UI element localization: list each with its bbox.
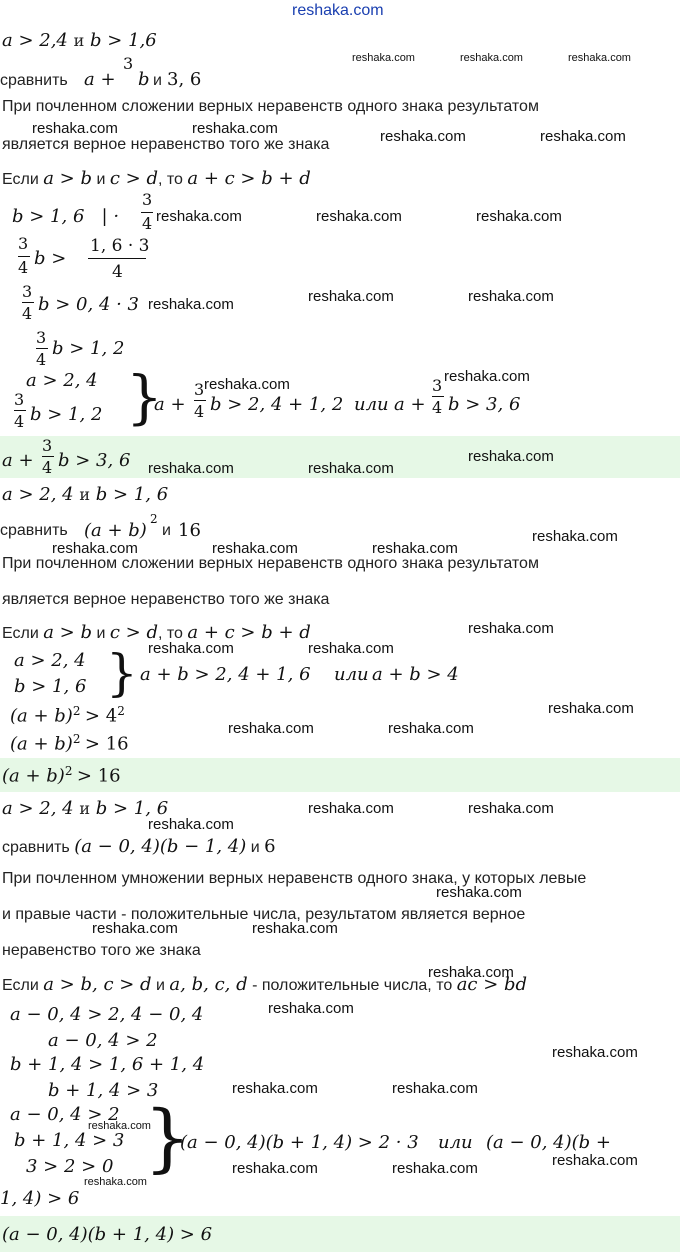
watermark: reshaka.com xyxy=(308,288,394,305)
watermark: reshaka.com xyxy=(148,640,234,657)
watermark: reshaka.com xyxy=(568,52,631,64)
watermark: reshaka.com xyxy=(444,368,530,385)
p3-step-tail: 1, 4) > 6 xyxy=(0,1188,80,1209)
watermark: reshaka.com xyxy=(352,52,415,64)
watermark: reshaka.com xyxy=(548,700,634,717)
watermark: reshaka.com xyxy=(84,1176,147,1188)
watermark: reshaka.com xyxy=(460,52,523,64)
watermark: reshaka.com xyxy=(308,640,394,657)
p1-given: a > 2,4 и b > 1,6 xyxy=(2,30,157,51)
watermark: reshaka.com xyxy=(52,540,138,557)
p2-if-rule: Если a > b и c > d, то a + c > b + d xyxy=(2,622,311,643)
p3-step4: b + 1, 4 > 3 xyxy=(48,1080,159,1101)
watermark: reshaka.com xyxy=(372,540,458,557)
p3-step1: a − 0, 4 > 2, 4 − 0, 4 xyxy=(10,1004,204,1025)
watermark: reshaka.com xyxy=(392,1080,478,1097)
watermark: reshaka.com xyxy=(88,1120,151,1132)
p2-rule-line1: При почленном сложении верных неравенств одного знака результатом xyxy=(2,555,539,572)
p1-rule-line2: является верное неравенство того же знака xyxy=(2,136,330,153)
site-title[interactable]: reshaka.com xyxy=(292,2,384,19)
watermark: reshaka.com xyxy=(204,376,290,393)
watermark: reshaka.com xyxy=(428,964,514,981)
watermark: reshaka.com xyxy=(468,288,554,305)
p3-if-rule: Если a > b, c > d и a, b, c, d - положительные числа, то ac > bd xyxy=(2,974,528,995)
p2-system: a > 2, 4 b > 1, 6 } a + b > 2, 4 + 1, 6 или a + b > 4 xyxy=(14,644,459,702)
p3-step3: b + 1, 4 > 1, 6 + 1, 4 xyxy=(10,1054,205,1075)
watermark: reshaka.com xyxy=(436,884,522,901)
p1-system: a > 2, 4 3 4 b > 1, 2 } a + 3 4 b > 2, 4 + 1, 2 или a + 3 4 b > 3, 6 xyxy=(14,363,521,431)
watermark: reshaka.com xyxy=(192,120,278,137)
watermark: reshaka.com xyxy=(552,1152,638,1169)
watermark: reshaka.com xyxy=(148,296,234,313)
watermark: reshaka.com xyxy=(252,920,338,937)
watermark: reshaka.com xyxy=(468,620,554,637)
watermark: reshaka.com xyxy=(92,920,178,937)
watermark: reshaka.com xyxy=(148,816,234,833)
watermark: reshaka.com xyxy=(212,540,298,557)
watermark: reshaka.com xyxy=(232,1160,318,1177)
p2-given: a > 2, 4 и b > 1, 6 xyxy=(2,484,169,505)
watermark: reshaka.com xyxy=(316,208,402,225)
watermark: reshaka.com xyxy=(308,460,394,477)
watermark: reshaka.com xyxy=(388,720,474,737)
p3-rule-line2: и правые части - положительные числа, результатом является верное xyxy=(2,906,526,923)
watermark: reshaka.com xyxy=(308,800,394,817)
p2-rule-line2: является верное неравенство того же знака xyxy=(2,591,330,608)
p2-answer: $(a + b)^2 > 16$ xyxy=(2,764,121,787)
watermark: reshaka.com xyxy=(392,1160,478,1177)
watermark: reshaka.com xyxy=(552,1044,638,1061)
p3-compare: сравнить (a − 0, 4)(b − 1, 4) и 6 xyxy=(2,836,276,857)
watermark: reshaka.com xyxy=(228,720,314,737)
watermark: reshaka.com xyxy=(32,120,118,137)
watermark: reshaka.com xyxy=(232,1080,318,1097)
watermark: reshaka.com xyxy=(156,208,242,225)
watermark: reshaka.com xyxy=(532,528,618,545)
p3-rule-line1: При почленном умножении верных неравенств одного знака, у которых левые xyxy=(2,870,587,887)
watermark: reshaka.com xyxy=(540,128,626,145)
watermark: reshaka.com xyxy=(476,208,562,225)
watermark: reshaka.com xyxy=(148,460,234,477)
p3-rule-line3: неравенство того же знака xyxy=(2,942,201,959)
p3-answer: (a − 0, 4)(b + 1, 4) > 6 xyxy=(2,1224,213,1245)
p2-square1: $(a + b)^2 > 4^2$ xyxy=(10,704,125,727)
p3-given: a > 2, 4 и b > 1, 6 xyxy=(2,798,169,819)
p3-step2: a − 0, 4 > 2 xyxy=(48,1030,158,1051)
p1-rule-line1: При почленном сложении верных неравенств одного знака результатом xyxy=(2,98,539,115)
watermark: reshaka.com xyxy=(268,1000,354,1017)
watermark: reshaka.com xyxy=(468,800,554,817)
watermark: reshaka.com xyxy=(468,448,554,465)
p3-system: a − 0, 4 > 2 b + 1, 4 > 3 3 > 2 > 0 } (a − 0, 4)(b + 1, 4) > 2 · 3 или (a − 0, 4)(b + xyxy=(10,1095,611,1181)
p1-if-rule: Если a > b и c > d, то a + c > b + d xyxy=(2,168,311,189)
watermark: reshaka.com xyxy=(380,128,466,145)
p2-square2: $(a + b)^2 > 16$ xyxy=(10,732,129,755)
